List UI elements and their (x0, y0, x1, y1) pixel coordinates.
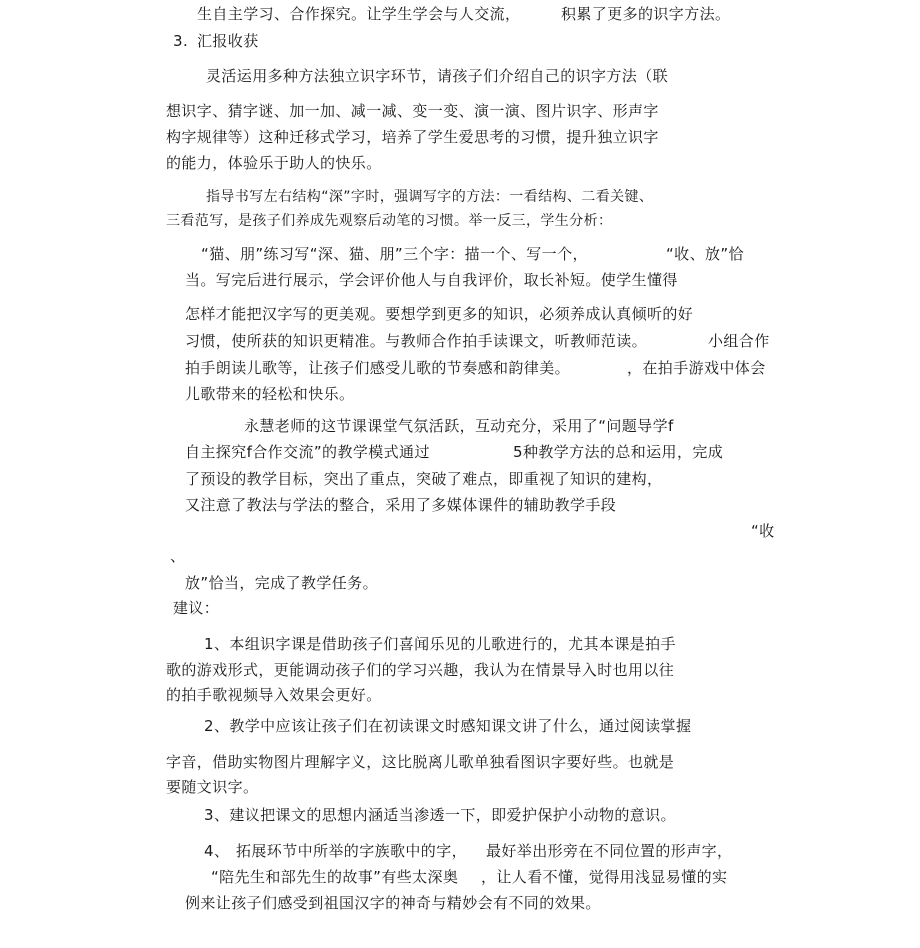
text-line: 小组合作 (708, 332, 770, 350)
text-line: 2、教学中应该让孩子们在初读课文时感知课文讲了什么，通过阅读掌握 (204, 717, 692, 735)
text-line: 、 (170, 547, 186, 565)
text-line: 又注意了教法与学法的整合，采用了多媒体课件的辅助教学手段 (185, 496, 617, 514)
text-line: 自主探究f合作交流”的教学模式通过 (185, 443, 430, 461)
text-line: 儿歌带来的轻松和快乐。 (185, 385, 355, 403)
text-line: “猫、朋”练习写“深、猫、朋”三个字：描一个、写一个， (201, 245, 588, 263)
text-line: 的拍手歌视频导入效果会更好。 (166, 686, 382, 704)
text-line: 永慧老师的这节课课堂气氛活跃，互动充分，采用了“问题导学f (244, 417, 674, 435)
text-line: 歌的游戏形式，更能调动孩子们的学习兴趣，我认为在情景导入时也用以往 (166, 661, 675, 679)
text-line: ，让人看不懂，觉得用浅显易懂的实 (481, 868, 728, 886)
text-line: 例来让孩子们感受到祖国汉字的神奇与精妙会有不同的效果。 (185, 894, 601, 912)
text-line: 怎样才能把汉字写的更美观。要想学到更多的知识，必须养成认真倾听的好 (185, 305, 694, 323)
text-line: 灵活运用多种方法独立识字环节，请孩子们介绍自己的识字方法（联 (206, 67, 669, 85)
text-line: 三看范写，是孩子们养成先观察后动笔的习惯。举一反三，学生分析： (166, 213, 613, 229)
text-line: 构字规律等）这种迁移式学习，培养了学生爱思考的习惯，提升独立识字 (166, 128, 659, 146)
section-heading: 建议： (173, 599, 220, 617)
text-line: 最好举出形旁在不同位置的形声字， (486, 842, 733, 860)
text-line: 要随文识字。 (166, 778, 259, 796)
text-line: 积累了更多的识字方法。 (561, 5, 731, 23)
text-line: ，在拍手游戏中体会 (627, 359, 766, 377)
text-line: “陪先生和部先生的故事”有些太深奥 (211, 868, 459, 886)
text-line: 1、本组识字课是借助孩子们喜闻乐见的儿歌进行的，尤其本课是拍手 (204, 635, 676, 653)
text-line: 拓展环节中所举的字族歌中的字， (236, 842, 468, 860)
text-line: 的能力，体验乐于助人的快乐。 (166, 154, 382, 172)
text-line: 生自主学习、合作探究。让学生学会与人交流， (197, 5, 521, 23)
text-line: 习惯，使所获的知识更精准。与教师合作拍手读课文，听教师范读。 (185, 332, 648, 350)
text-line: 字音，借助实物图片理解字义，这比脱离儿歌单独看图识字要好些。也就是 (166, 753, 675, 771)
text-line: 想识字、猜字谜、加一加、减一减、变一变、演一演、图片识字、形声字 (166, 102, 659, 120)
section-number: 3. (173, 32, 189, 50)
text-line: 指导书写左右结构“深”字时，强调写字的方法：一看结构、二看关键、 (206, 189, 654, 205)
text-line: “收 (751, 522, 775, 540)
text-line: 当。写完后进行展示，学会评价他人与自我评价，取长补短。使学生懂得 (185, 271, 678, 289)
text-line: 3、建议把课文的思想内涵适当渗透一下，即爱护保护小动物的意识。 (204, 806, 676, 824)
text-line: 4、 (204, 842, 230, 860)
text-line: 5种教学方法的总和运用，完成 (513, 443, 724, 461)
text-line: “收、放”恰 (666, 245, 744, 263)
text-line: 了预设的教学目标，突出了重点，突破了难点，即重视了知识的建构， (185, 470, 663, 488)
text-line: 拍手朗读儿歌等，让孩子们感受儿歌的节奏感和韵律美。 (185, 359, 571, 377)
section-heading: 汇报收获 (197, 32, 259, 50)
text-line: 放”恰当，完成了教学任务。 (185, 574, 378, 592)
